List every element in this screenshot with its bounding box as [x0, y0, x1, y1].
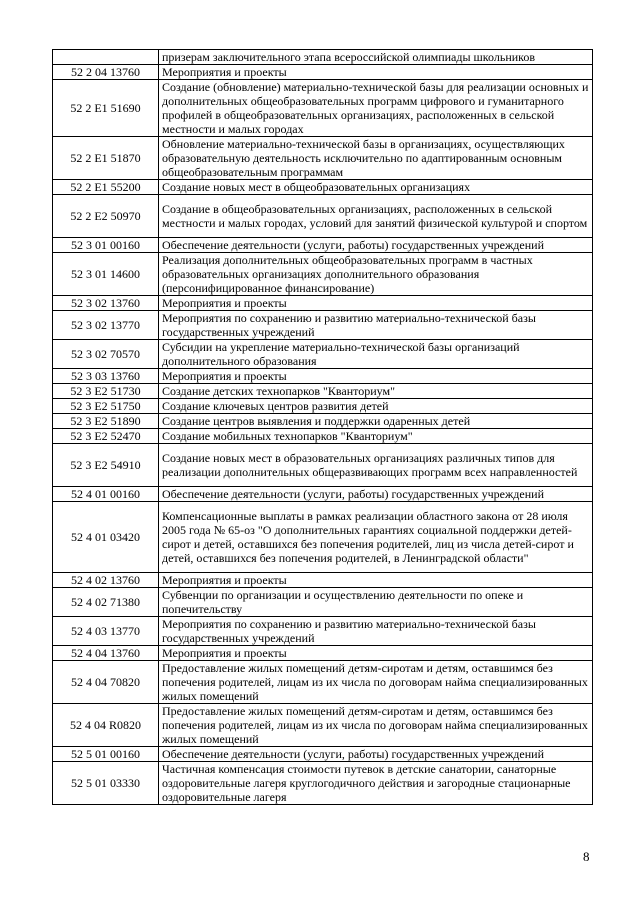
page-number: 8 [583, 849, 590, 864]
table-row [53, 65, 593, 80]
classification-code: 52 4 01 03420 [53, 502, 159, 573]
classification-code: 52 4 02 13760 [53, 573, 159, 588]
classification-name: Создание новых мест в образовательных организациях различных типов для реализации дополнительных общеразвивающих программ всех направленностей [159, 444, 593, 487]
budget-classification-table [52, 49, 593, 805]
classification-name: призерам заключительного этапа всероссийской олимпиады школьников [159, 50, 593, 65]
table-row [53, 253, 593, 296]
table-row [53, 573, 593, 588]
classification-name: Создание мобильных технопарков "Кванториум" [159, 429, 593, 444]
classification-name: Мероприятия и проекты [159, 646, 593, 661]
classification-code: 52 3 Е2 51750 [53, 399, 159, 414]
classification-name: Реализация дополнительных общеобразовательных программ в частных образовательных организациях дополнительного образования (персонифицированное финансирование) [159, 253, 593, 296]
classification-name: Обеспечение деятельности (услуги, работы) государственных учреждений [159, 487, 593, 502]
table-row [53, 137, 593, 180]
table-row [53, 296, 593, 311]
table-row [53, 747, 593, 762]
classification-name: Создание новых мест в общеобразовательных организациях [159, 180, 593, 195]
table-row [53, 487, 593, 502]
classification-name: Компенсационные выплаты в рамках реализации областного закона от 28 июля 2005 года № 65-оз "О дополнительных гарантиях социальной поддержки детей-сирот и детей, оставшихся без попечения родителей, лиц из числа детей-сирот и детей, оставшихся без попечения родителей, в Ленинградской области" [159, 502, 593, 573]
classification-name: Предоставление жилых помещений детям-сиротам и детям, оставшимся без попечения родителей, лицам из их числа по договорам найма специализированных жилых помещений [159, 704, 593, 747]
table-row [53, 195, 593, 238]
classification-name: Создание детских технопарков "Кванториум" [159, 384, 593, 399]
table-row [53, 429, 593, 444]
table-row [53, 617, 593, 646]
classification-code: 52 2 Е1 55200 [53, 180, 159, 195]
classification-name: Частичная компенсация стоимости путевок в детские санатории, санаторные оздоровительные лагеря круглогодичного действия и загородные стационарные оздоровительные лагеря [159, 762, 593, 805]
classification-name: Создание (обновление) материально-технической базы для реализации основных и дополнительных общеобразовательных программ цифрового и гуманитарного профилей в общеобразовательных организациях, расположенных в сельской местности и малых городах [159, 80, 593, 137]
classification-code: 52 3 02 13760 [53, 296, 159, 311]
classification-name: Обновление материально-технической базы в организациях, осуществляющих образовательную деятельность исключительно по адаптированным основным общеобразовательным программам [159, 137, 593, 180]
table-row [53, 661, 593, 704]
classification-code: 52 2 Е1 51870 [53, 137, 159, 180]
classification-code: 52 4 01 00160 [53, 487, 159, 502]
table-row [53, 704, 593, 747]
classification-name: Создание центров выявления и поддержки одаренных детей [159, 414, 593, 429]
classification-code [53, 50, 159, 65]
table-row [53, 588, 593, 617]
classification-code: 52 5 01 03330 [53, 762, 159, 805]
table-row [53, 369, 593, 384]
table-row [53, 444, 593, 487]
classification-code: 52 2 04 13760 [53, 65, 159, 80]
table-body [53, 50, 593, 805]
classification-name: Субвенции по организации и осуществлению деятельности по опеке и попечительству [159, 588, 593, 617]
classification-code: 52 4 04 13760 [53, 646, 159, 661]
table-row [53, 80, 593, 137]
classification-code: 52 3 Е2 52470 [53, 429, 159, 444]
classification-code: 52 3 Е2 51730 [53, 384, 159, 399]
classification-code: 52 3 03 13760 [53, 369, 159, 384]
table-row [53, 646, 593, 661]
table-row [53, 762, 593, 805]
table-row [53, 238, 593, 253]
classification-code: 52 3 02 13770 [53, 311, 159, 340]
table-row [53, 340, 593, 369]
classification-code: 52 3 02 70570 [53, 340, 159, 369]
classification-name: Создание в общеобразовательных организациях, расположенных в сельской местности и малых городах, условий для занятий физической культурой и спортом [159, 195, 593, 238]
classification-name: Мероприятия и проекты [159, 369, 593, 384]
table-row [53, 414, 593, 429]
classification-code: 52 4 04 70820 [53, 661, 159, 704]
classification-name: Мероприятия по сохранению и развитию материально-технической базы государственных учреждений [159, 311, 593, 340]
classification-code: 52 4 02 71380 [53, 588, 159, 617]
classification-name: Мероприятия и проекты [159, 573, 593, 588]
classification-name: Создание ключевых центров развития детей [159, 399, 593, 414]
classification-name: Предоставление жилых помещений детям-сиротам и детям, оставшимся без попечения родителей, лицам из их числа по договорам найма специализированных жилых помещений [159, 661, 593, 704]
table-row [53, 311, 593, 340]
classification-code: 52 3 01 14600 [53, 253, 159, 296]
classification-name: Обеспечение деятельности (услуги, работы) государственных учреждений [159, 238, 593, 253]
classification-name: Мероприятия и проекты [159, 296, 593, 311]
classification-code: 52 3 01 00160 [53, 238, 159, 253]
classification-code: 52 2 Е2 50970 [53, 195, 159, 238]
classification-code: 52 3 Е2 54910 [53, 444, 159, 487]
classification-code: 52 4 03 13770 [53, 617, 159, 646]
table-row [53, 399, 593, 414]
classification-name: Мероприятия и проекты [159, 65, 593, 80]
table-row [53, 502, 593, 573]
classification-code: 52 2 Е1 51690 [53, 80, 159, 137]
classification-code: 52 4 04 R0820 [53, 704, 159, 747]
classification-name: Субсидии на укрепление материально-технической базы организаций дополнительного образования [159, 340, 593, 369]
classification-name: Обеспечение деятельности (услуги, работы) государственных учреждений [159, 747, 593, 762]
classification-code: 52 3 Е2 51890 [53, 414, 159, 429]
classification-name: Мероприятия по сохранению и развитию материально-технической базы государственных учреждений [159, 617, 593, 646]
table-row [53, 50, 593, 65]
table-row [53, 180, 593, 195]
table-row [53, 384, 593, 399]
classification-code: 52 5 01 00160 [53, 747, 159, 762]
